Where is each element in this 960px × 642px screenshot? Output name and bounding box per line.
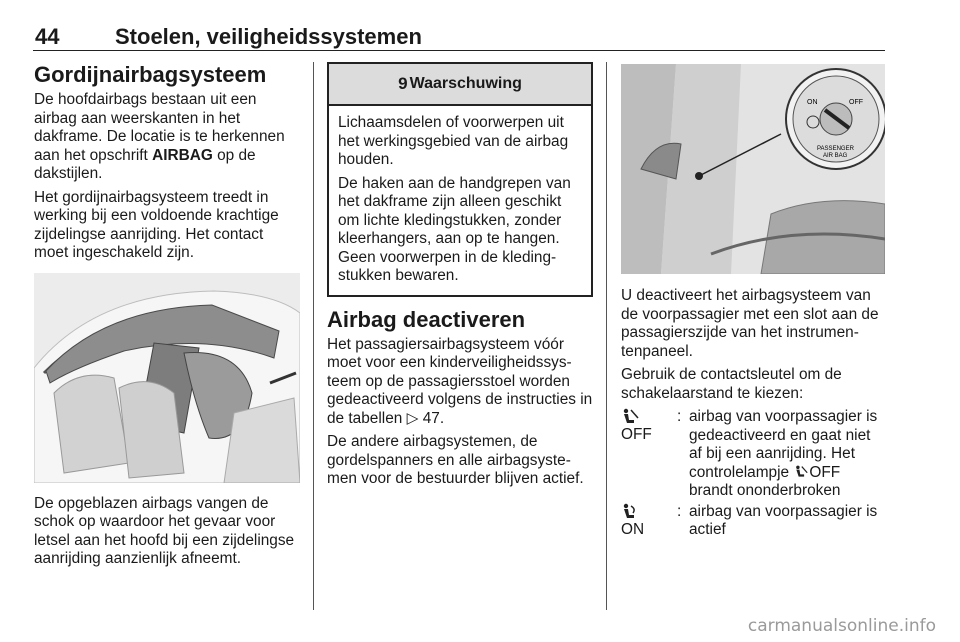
airbag-off-icon	[621, 408, 677, 426]
switch-on-label: ON	[807, 99, 818, 106]
column-left	[34, 62, 300, 574]
warning-triangle-icon: 9	[398, 74, 408, 93]
column-divider	[606, 62, 607, 610]
warning-box	[327, 62, 593, 297]
switch-airbag-label: AIR BAG	[823, 153, 848, 159]
option-on-text: airbag van voorpassagier is actief	[689, 502, 878, 538]
paragraph: Het gordijnairbagsysteem treedt in werking bij een voldoende krachtige zijdelingse aanrijding. Het contact moet ingeschakeld zijn.	[34, 188, 279, 261]
section-heading-airbag-deactivate: Airbag deactiveren	[327, 306, 526, 332]
switch-passenger-label: PASSENGER	[817, 146, 854, 152]
airbag-off-indicator-icon	[793, 465, 809, 479]
curtain-airbag-illustration	[34, 273, 300, 483]
paragraph: U deactiveert het airbagsysteem van de voorpassagier met een slot aan de passagierszijde van het instrumen-tenpaneel.	[621, 287, 879, 360]
page-header	[33, 20, 885, 51]
section-heading-curtain-airbag: Gordijnairbagsysteem	[34, 62, 267, 87]
column-divider	[313, 62, 314, 610]
option-off-key: OFF	[621, 426, 652, 443]
page-reference-link[interactable]: ▷ 47.	[406, 409, 445, 427]
paragraph: De haken aan de handgrepen van het dakframe zijn alleen geschikt om lichte kledingstukken, zonder kleerhangers, aan op te hangen. Geen voorwerpen in de kleding-stukken bewaren.	[338, 174, 571, 284]
switch-off-label: OFF	[849, 99, 863, 106]
column-right	[621, 62, 887, 542]
paragraph: De hoofdairbags bestaan uit een airbag aan weerskanten in het dakframe. De locatie is te herkennen aan het opschrift AIRBAG op de dakstijlen.	[34, 91, 285, 182]
airbag-on-icon	[621, 503, 677, 521]
option-on: ON : airbag van voorpassagier is actief	[621, 503, 887, 540]
paragraph: Gebruik de contactsleutel om de schakelaarstand te kiezen:	[621, 366, 842, 402]
page-number: 44	[35, 24, 60, 49]
paragraph: De andere airbagsystemen, de gordelspanners en alle airbagsyste-men voor de bestuurder blijven actief.	[327, 433, 584, 487]
paragraph: Het passagiersairbagsysteem vóór moet voor een kinderveiligheidssys-teem op de passagiersstoel worden gedeactiveerd volgens de instructies in de tabellen ▷ 47.	[327, 335, 593, 427]
option-off-text: airbag van voorpassagier is gedeactiveerd en gaat niet af bij een aanrijding. Het controlelampje OFF brandt ononderbroken	[689, 408, 878, 499]
column-middle	[327, 62, 593, 494]
airbag-switch-illustration	[621, 64, 885, 274]
paragraph: De opgeblazen airbags vangen de schok op waardoor het gevaar voor letsel aan het hoofd bij een zijdelingse aanrijding aanzienlijk afneemt.	[34, 494, 295, 567]
warning-header	[329, 64, 591, 106]
option-off: OFF : airbag van voorpassagier is gedeactiveerd en gaat niet af bij een aanrijding. Het controlelampje OFF brandt ononderbroken	[621, 408, 887, 501]
warning-title: Waarschuwing	[409, 75, 522, 92]
page-header-title: Stoelen, veiligheidssystemen	[115, 24, 422, 49]
watermark: carmanualsonline.info	[747, 616, 936, 636]
option-on-key: ON	[621, 520, 645, 538]
warning-body	[329, 106, 591, 295]
paragraph: Lichaamsdelen of voorwerpen uit het werkingsgebied van de airbag houden.	[338, 114, 569, 168]
